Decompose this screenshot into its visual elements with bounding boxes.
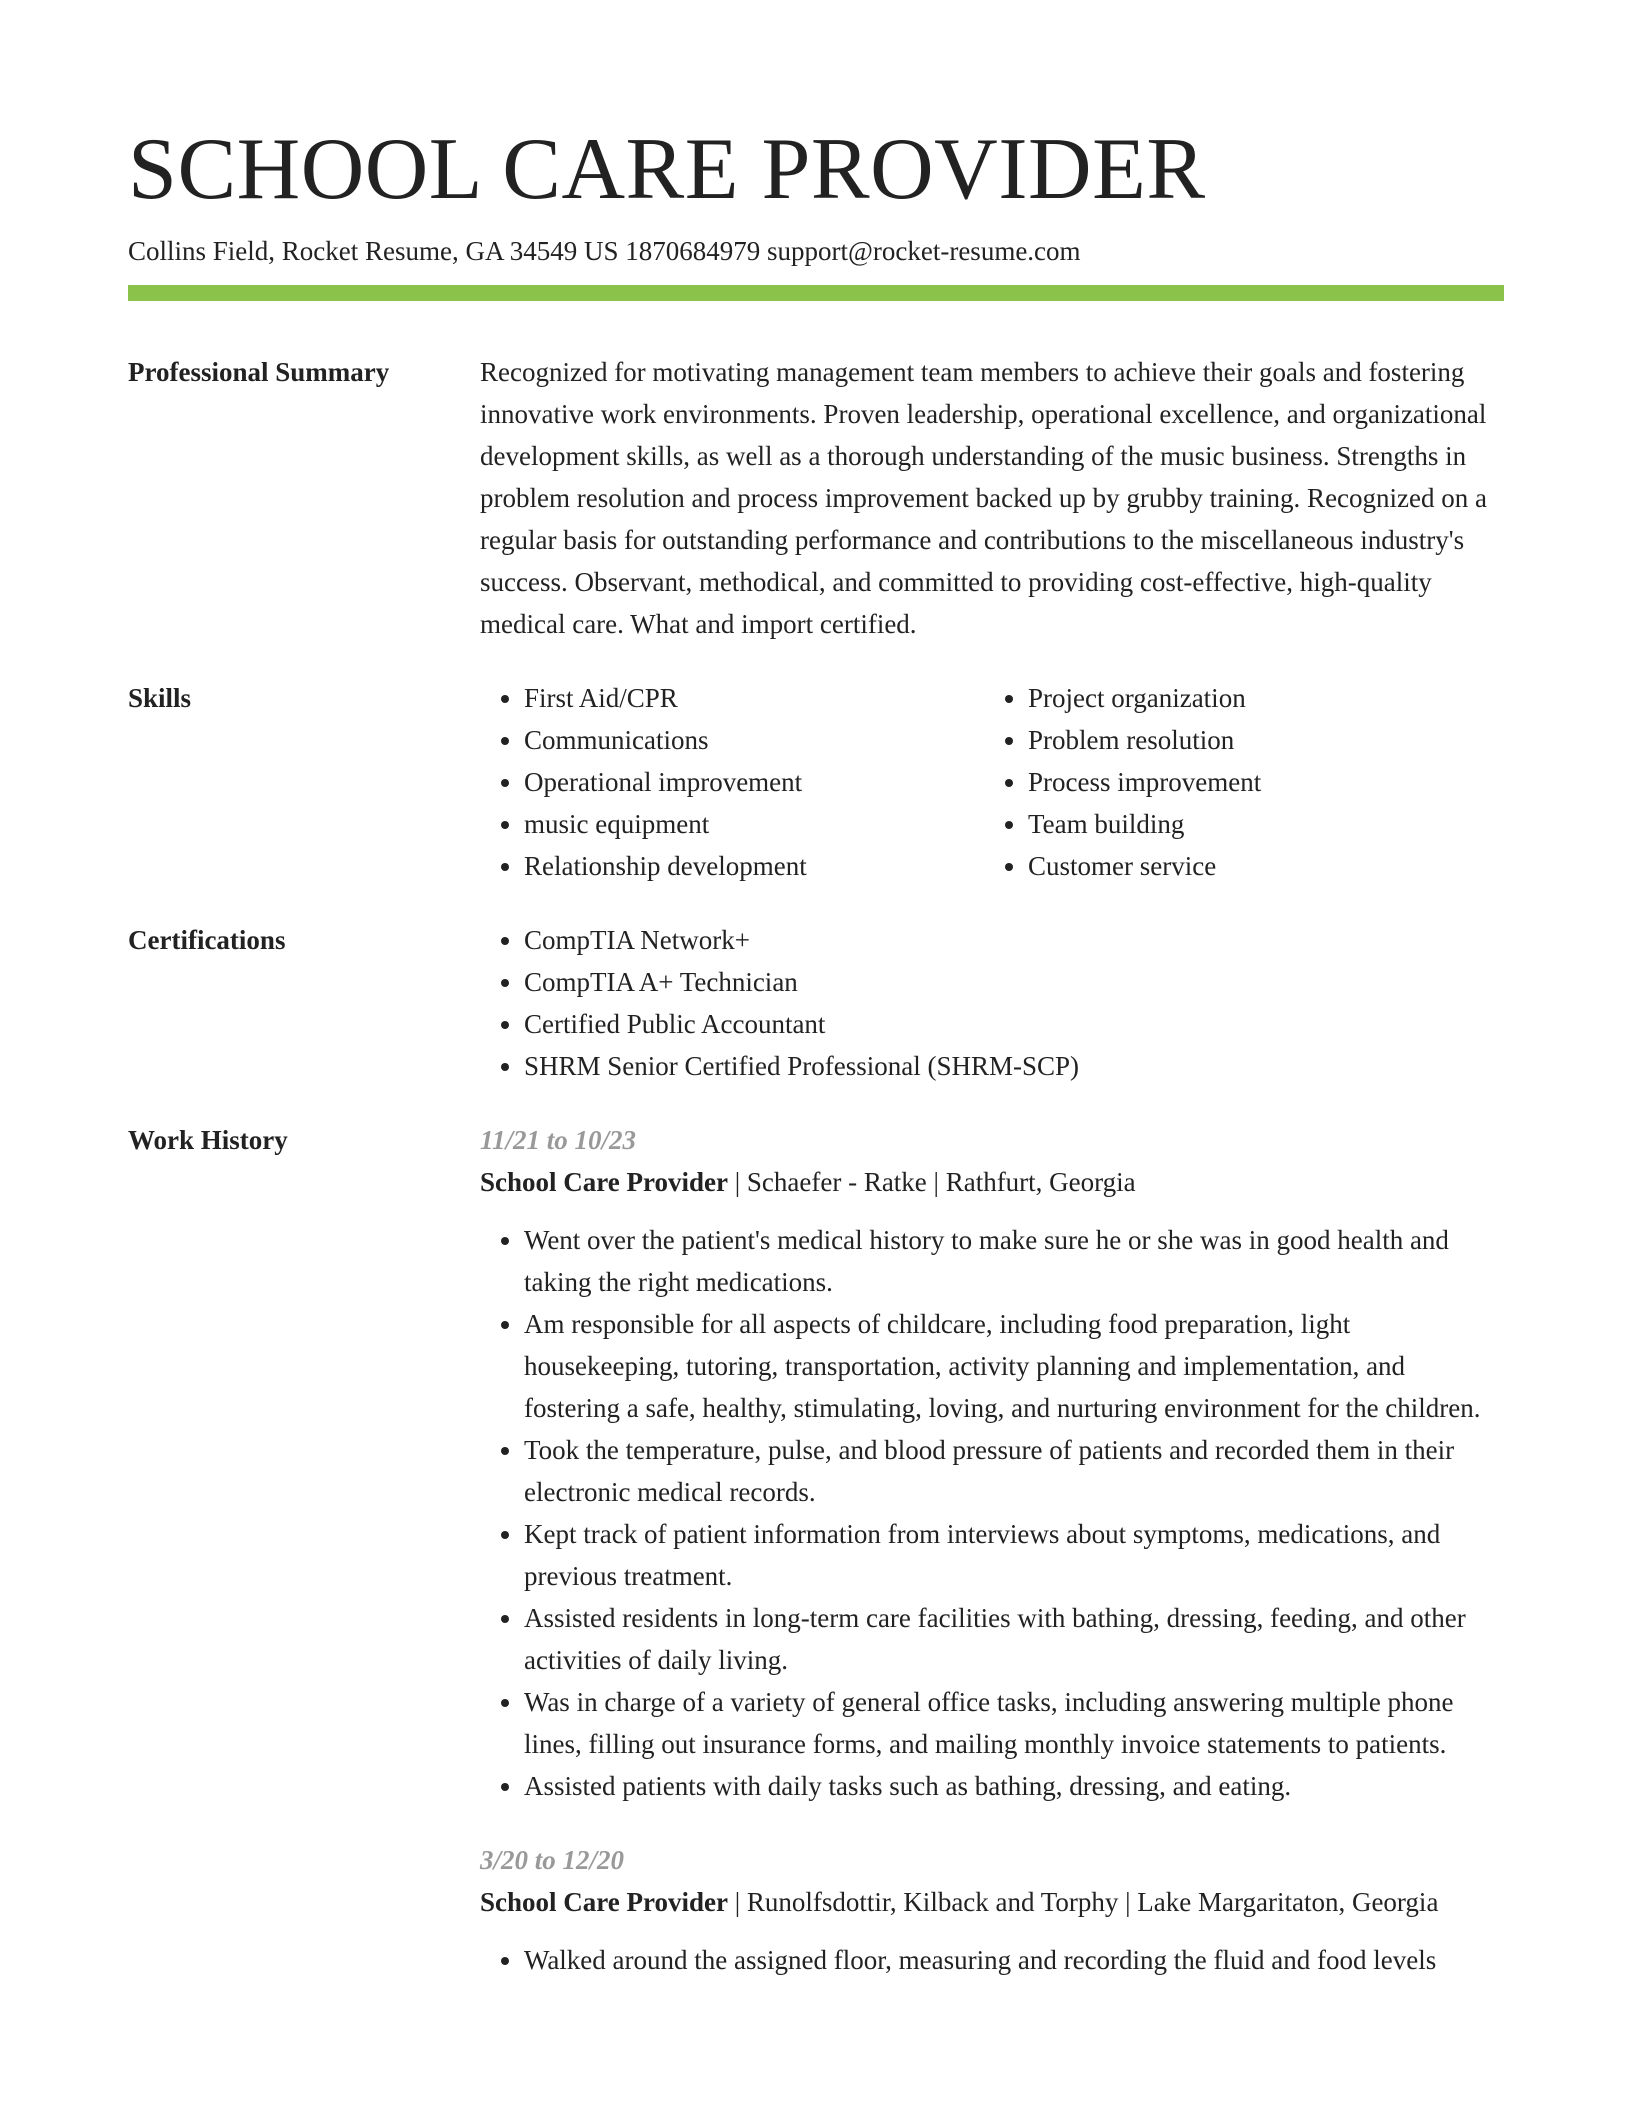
contact-line bbox=[128, 234, 1504, 268]
job-title: School Care Provider bbox=[480, 1167, 728, 1197]
contact-email: support@rocket-resume.com bbox=[767, 236, 1081, 266]
certification-item: • SHRM Senior Certified Professional (SHRM-SCP) bbox=[524, 1045, 1504, 1087]
section-label-work-history: Work History bbox=[128, 1125, 288, 1155]
job-bullet: • Was in charge of a variety of general office tasks, including answering multiple phone lines, filling out insurance forms, and mailing monthly invoice statements to patients. bbox=[524, 1681, 1504, 1765]
skill-item: • Customer service bbox=[1028, 845, 1488, 887]
job-bullet: • Walked around the assigned floor, measuring and recording the fluid and food levels bbox=[524, 1939, 1504, 1981]
contact-phone: 1870684979 bbox=[625, 236, 761, 266]
job-bullet: • Am responsible for all aspects of childcare, including food preparation, light housekeeping, tutoring, transportation, activity planning and implementation, and fostering a safe, healthy, stimulating, loving, and nurturing environment for the children. bbox=[524, 1303, 1504, 1429]
skills-body bbox=[480, 677, 1504, 887]
skill-item: • Communications bbox=[524, 719, 984, 761]
work-history-section bbox=[128, 1119, 1504, 1981]
certifications-section bbox=[128, 919, 1504, 1087]
section-label-certifications: Certifications bbox=[128, 925, 286, 955]
skill-item: • Project organization bbox=[1028, 677, 1488, 719]
summary-section bbox=[128, 351, 1504, 645]
job-bullets bbox=[480, 1939, 1504, 1981]
certification-item: • CompTIA A+ Technician bbox=[524, 961, 1504, 1003]
skills-list-right bbox=[984, 677, 1488, 887]
resume-name: SCHOOL CARE PROVIDER bbox=[128, 121, 1206, 218]
skill-item: • Problem resolution bbox=[1028, 719, 1488, 761]
job-bullet: • Went over the patient's medical history to make sure he or she was in good health and taking the right medications. bbox=[524, 1219, 1504, 1303]
certification-item: • CompTIA Network+ bbox=[524, 919, 1504, 961]
contact-address: Collins Field, Rocket Resume, GA 34549 US bbox=[128, 236, 619, 266]
skill-item: • Operational improvement bbox=[524, 761, 984, 803]
skills-list-left bbox=[480, 677, 984, 887]
certification-item: • Certified Public Accountant bbox=[524, 1003, 1504, 1045]
job-bullet: • Assisted patients with daily tasks such as bathing, dressing, and eating. bbox=[524, 1765, 1504, 1807]
summary-text: Recognized for motivating management team members to achieve their goals and fostering innovative work environments. Proven leadership, operational excellence, and organizational development skills, as well as a thorough understanding of the music business. Strengths in problem resolution and process improvement backed up by grubby training. Recognized on a regular basis for outstanding performance and contributions to the miscellaneous industry's success. Observant, methodical, and committed to providing cost-effective, high-quality medical care. What and import certified. bbox=[480, 357, 1487, 639]
job-heading bbox=[480, 1161, 1504, 1203]
skill-item: • First Aid/CPR bbox=[524, 677, 984, 719]
work-history-body bbox=[480, 1119, 1504, 1981]
job-employer-location: | Runolfsdottir, Kilback and Torphy | Lake Margaritaton, Georgia bbox=[727, 1887, 1439, 1917]
job-entry bbox=[480, 1839, 1504, 1981]
job-employer-location: | Schaefer - Ratke | Rathfurt, Georgia bbox=[727, 1167, 1136, 1197]
job-bullets bbox=[480, 1219, 1504, 1807]
skill-item: • Relationship development bbox=[524, 845, 984, 887]
job-dates: 3/20 to 12/20 bbox=[480, 1845, 625, 1875]
skill-item: • Process improvement bbox=[1028, 761, 1488, 803]
job-bullet: • Assisted residents in long-term care facilities with bathing, dressing, feeding, and other activities of daily living. bbox=[524, 1597, 1504, 1681]
skill-item: • music equipment bbox=[524, 803, 984, 845]
job-bullet: • Took the temperature, pulse, and blood pressure of patients and recorded them in their electronic medical records. bbox=[524, 1429, 1504, 1513]
job-dates: 11/21 to 10/23 bbox=[480, 1125, 637, 1155]
section-label-skills: Skills bbox=[128, 683, 192, 713]
accent-divider bbox=[128, 285, 1504, 301]
skill-item: • Team building bbox=[1028, 803, 1488, 845]
section-label-summary: Professional Summary bbox=[128, 357, 390, 387]
certifications-body bbox=[480, 919, 1504, 1087]
job-entry bbox=[480, 1119, 1504, 1807]
certifications-list bbox=[480, 919, 1504, 1087]
skills-section bbox=[128, 677, 1504, 887]
job-bullet: • Kept track of patient information from interviews about symptoms, medications, and previous treatment. bbox=[524, 1513, 1504, 1597]
job-title: School Care Provider bbox=[480, 1887, 728, 1917]
job-heading bbox=[480, 1881, 1504, 1923]
resume-page bbox=[128, 118, 1504, 1981]
